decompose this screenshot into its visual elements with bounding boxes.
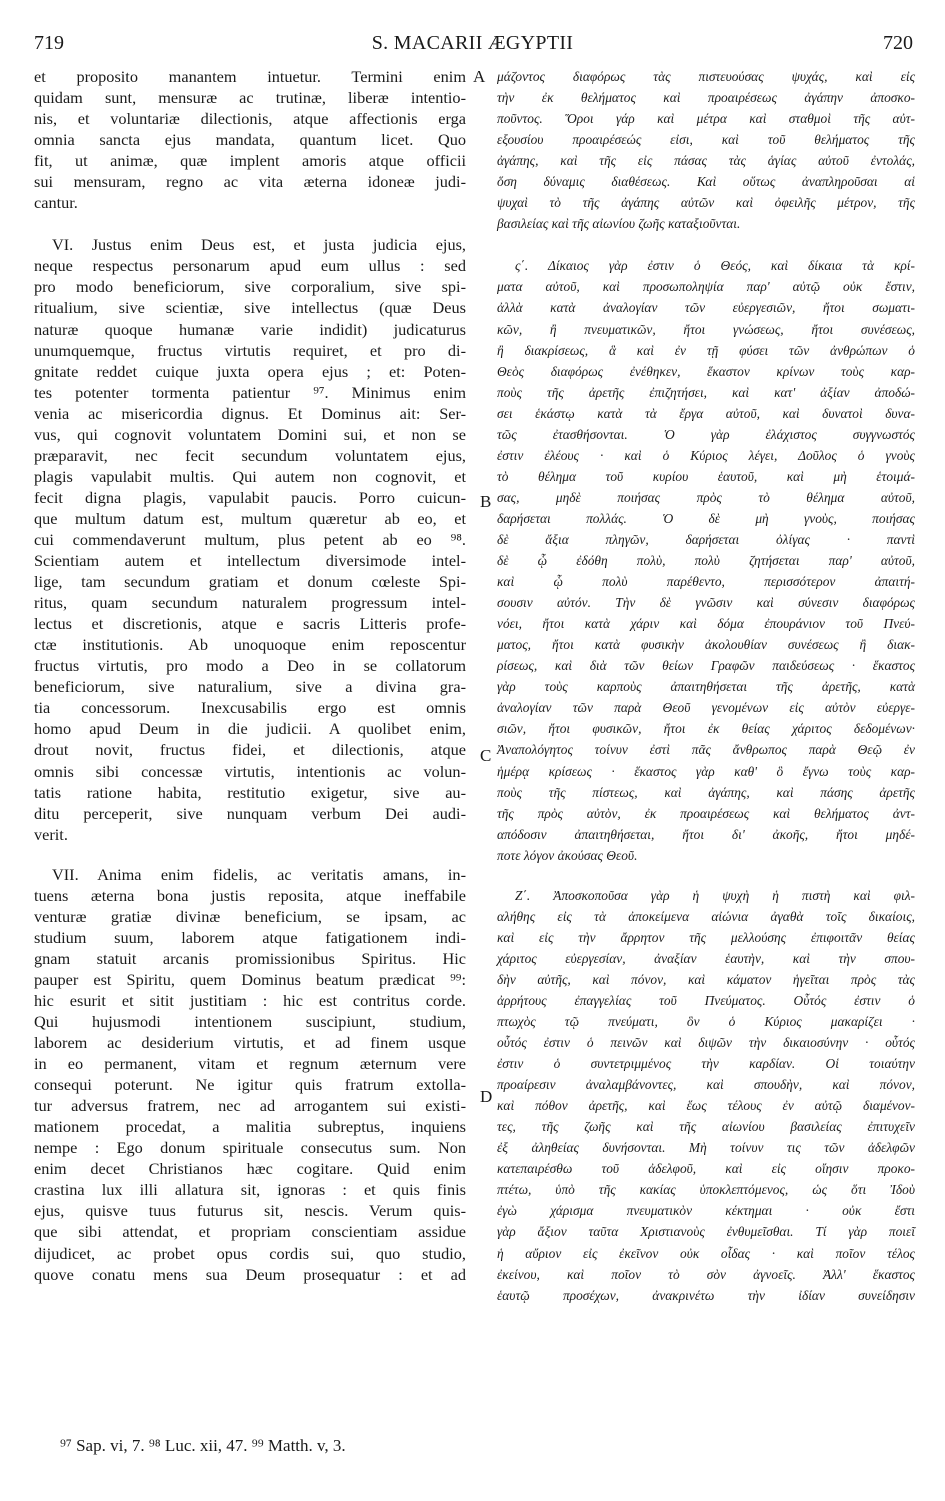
latin-text-line: que multum datum est, multum quæretur ab eo, et (34, 508, 466, 528)
greek-text-line: γὰρ ἄξιον ταῦτα Χριστιανοὺς ἐνθυμεῖσθαι. Τί γὰρ ποιεῖ (497, 1224, 915, 1240)
greek-text-line: ψυχαὶ τὸ τῆς ἀγάπης αὐτῶν καὶ ὀφειλῆς μέτρον, τῆς (497, 195, 915, 211)
latin-column (34, 66, 466, 1285)
latin-text-line: nempe : Ego donum spirituale consecutus sum. Non (34, 1138, 466, 1158)
latin-text-line: ditu perceperit, sive nunquam verbum Dei audi- (34, 803, 466, 823)
greek-text-line: τὴν ἐκ θελήματος καὶ προαιρέσεως ἀγάπην ἀποσκο- (497, 90, 915, 106)
greek-text-line: ὅση δύναμις διαθέσεως. Καὶ οὕτως ἀναπληροῦσαι αἱ (497, 174, 915, 190)
latin-text-line: que sibi attendat, et propriam conscientiam assidue (34, 1222, 466, 1242)
margin-letter-a: A (473, 67, 486, 86)
greek-text-line: ἐστιν ὁ συντετριμμένος τὴν καρδίαν. Οἱ τοιαύτην (497, 1056, 915, 1072)
greek-text-line: ποτε λόγον ἀκούσας Θεοῦ. (497, 847, 638, 863)
greek-text-line: ματος, ἤτοι κατὰ φυσικὴν ἀκολουθίαν συνέσεως ἢ διακ- (497, 637, 915, 653)
latin-text-line: pro modo beneficiorum, sive corporalium, sive spi- (34, 277, 466, 297)
greek-text-line: σιῶν, ἤτοι φυσικῶν, ἤτοι ἐκ θείας χάριτος δεδομένων· (497, 721, 915, 737)
greek-text-line: ἐστιν ἐλέους · καὶ ὁ Κύριος λέγει, Δοῦλος ὁ γνοὺς (497, 447, 915, 463)
greek-text-line: καὶ ᾧ πολὺ παρέθεντο, περισσότερον ἀπαιτή- (497, 574, 915, 590)
latin-text-line: pauper est Spiritu, quem Dominus beatum prædicat ⁹⁹: (34, 969, 466, 989)
latin-text-line: consequi poterunt. Ne igitur quis fratrum extolla- (34, 1075, 466, 1095)
greek-text-line: σουσιν αὐτόν. Τὴν δὲ γνῶσιν καὶ σύνεσιν διαφόρως (497, 595, 915, 611)
latin-text-line: Qui hujusmodi intentionem suscipiunt, studium, (34, 1012, 466, 1032)
latin-text-line: neque respectus personarum apud eum ullus : sed (34, 256, 466, 276)
latin-text-line: et proposito manantem intuetur. Termini enim (34, 67, 466, 86)
greek-text-line: ἀναλογίαν τῶν παρὰ Θεοῦ γενομένων εἰς αὐτὸν εὐεργε- (497, 700, 915, 716)
greek-text-line: ποὺς τῆς ἀρετῆς ἐπιζητήσει, καὶ κατ' ἀξίαν ἀποδώ- (497, 384, 915, 400)
greek-text-line: κῶν, ἢ πνευματικῶν, ἤτοι γνώσεως, ἤτοι συνέσεως, (497, 321, 915, 337)
latin-text-line: præparavit, nec fecit secundum voluntatem ejus, (34, 445, 466, 465)
greek-text-line: ἑαυτῷ προσέχων, ἀνακρινέτω τὴν ἰδίαν συνείδησιν (497, 1287, 915, 1303)
latin-text-line: tuens æterna bona justis reposita, atque ineffabile (34, 885, 466, 905)
right-page-number: 720 (883, 32, 913, 54)
latin-paragraph-1 (34, 66, 466, 213)
latin-text-line: fructus virtutis, pro modo a Deo in se collatorum (34, 656, 466, 676)
greek-text-line: δὲ ἄξια πληγῶν, δαρήσεται ὀλίγας · παντὶ (497, 531, 915, 547)
greek-text-line: ἢ διακρίσεως, ἃ καὶ ἐν τῇ φύσει τῶν ἀνθρώπων ὁ (497, 342, 915, 358)
latin-text-line: VI. Justus enim Deus est, et justa judicia ejus, (52, 235, 466, 255)
latin-text-line: homo apud Deum in die judicii. A quolibet enim, (34, 719, 466, 739)
greek-text-line: ἐκείνου, καὶ ποῖον τὸ σὸν ἀγνοεῖς. Ἀλλ' ἕκαστος (497, 1266, 915, 1282)
latin-text-line: enim decet Christianos hæc cogitare. Quid enim (34, 1159, 466, 1179)
greek-text-line: εξουσίου προαιρέσεώς εἰσι, καὶ τοῦ θελήματος τῆς (497, 132, 915, 148)
greek-text-line: δαρήσεται πολλάς. Ὁ δὲ μὴ γνοὺς, ποιήσας (497, 510, 915, 526)
greek-text-line: καὶ πόθον ἀρετῆς, καὶ ἕως τέλους ἐν αὐτῷ διαμένον- (497, 1098, 915, 1114)
latin-text-line: ejus, quisve tuus futurus sit, nescis. Verum quis- (34, 1201, 466, 1221)
greek-text-line: κατεπαιρέσθω τοῦ ἀδελφοῦ, καὶ εἰς οἴησιν προκο- (497, 1161, 915, 1177)
greek-text-line: ἡμέρᾳ κρίσεως · ἕκαστος γὰρ καθ' ὃ ἔγνω τοὺς καρ- (497, 763, 915, 779)
greek-text-line: ς΄. Δίκαιος γὰρ ἐστιν ὁ Θεός, καὶ δίκαια τὰ κρί- (515, 258, 915, 274)
latin-text-line: fecit digna plagis, vapulabit paucis. Porro cuicun- (34, 487, 466, 507)
greek-text-line: ρίσεως, καὶ διὰ τῶν θείων Γραφῶν παιδεύσεως · ἕκαστος (497, 658, 915, 674)
latin-text-line: lectus et discretionis, atque e sacris Litteris profe- (34, 614, 466, 634)
latin-text-line: lige, tam secundum gratiam et donum cœleste Spi- (34, 572, 466, 592)
greek-text-line: γὰρ τοὺς καρποὺς ἀπαιτηθήσεται τῆς ἀρετῆς, κατὰ (497, 679, 915, 695)
latin-text-line: VII. Anima enim fidelis, ac veritatis amans, in- (52, 864, 466, 884)
greek-text-line: ἡ αὔριον εἰς ἐκεῖνον οὐκ οἶδας · καὶ ποῖον τέλος (497, 1245, 915, 1261)
margin-letter-c: C (480, 746, 492, 765)
latin-text-line: drout novit, fructus fidei, et dilectionis, atque (34, 740, 466, 760)
greek-text-line: τῆς πρὸς αὐτὸν, ἐκ προαιρέσεως καὶ θελήματος ἀντ- (497, 805, 915, 821)
latin-text-line: cantur. (34, 193, 78, 213)
latin-text-line: ritus, quam secundum naturalem progressum intel- (34, 593, 466, 613)
paragraph-gap (34, 845, 466, 864)
greek-text-line: σει ἑκάστῳ κατὰ τὰ ἔργα αὐτοῦ, καὶ δυνατοὶ δυνα- (497, 405, 915, 421)
greek-text-line: ἀγάπης, καὶ τῆς εἰς πάσας τὰς ἁγίας αὐτοῦ ἐντολάς, (497, 153, 915, 169)
greek-text-line: ἐξ ἀληθείας δυνήσονται. Μὴ τοίνυν τις τῶν ἀδελφῶν (497, 1140, 915, 1156)
latin-text-line: omnis sibi concessæ virtutis, intentionis ac volun- (34, 761, 466, 781)
latin-text-line: nis, et voluntariæ dilectionis, atque affectionis erga (34, 109, 466, 129)
latin-paragraph-3 (34, 864, 466, 1285)
greek-text-line: ποῦντος. Ὅροι γάρ καὶ μέτρα καὶ σταθμοὶ τῆς αὐτ- (497, 111, 915, 127)
greek-text-line: απόδοσιν ἀπαιτηθήσεται, ἤτοι δι' ἀκοῆς, ἤτοι μηδέ- (497, 826, 915, 842)
latin-text-line: plagis vapulabit multis. Qui autem non cognovit, et (34, 466, 466, 486)
latin-text-line: laborem ac desiderium virtutis, et ad finem usque (34, 1033, 466, 1053)
greek-text-line: σας, μηδὲ ποιήσας πρὸς τὸ θέλημα αὐτοῦ, (497, 489, 915, 505)
greek-text-line: Ἀναπολόγητος τοίνυν ἐστὶ πᾶς ἄνθρωπος παρὰ Θεῷ ἐν (497, 742, 915, 758)
paragraph-gap (497, 234, 915, 255)
greek-text-line: βασιλείας καὶ τῆς αἰωνίου ζωῆς καταξιοῦνται. (497, 216, 741, 232)
greek-text-line: τὸ θέλημα τοῦ κυρίου ἑαυτοῦ, καὶ μὴ ἑτοιμά- (497, 468, 915, 484)
greek-text-line: οὗτός ἐστιν ὁ πεινῶν καὶ διψῶν τὴν δικαιοσύνην · οὗτός (497, 1035, 915, 1051)
latin-text-line: hic esurit et sitit justitiam : hic est contritus corde. (34, 990, 466, 1010)
latin-text-line: fit, ut animæ, quæ implent amoris atque officii (34, 151, 466, 171)
margin-letter-b: B (480, 492, 492, 511)
greek-text-line: αλήθης εἰς τὰ ἀποκείμενα αἰώνια ἀγαθὰ τοῖς δικαίοις, (497, 908, 915, 924)
latin-text-line: in eo permanent, vitam et regnum æternum vere (34, 1054, 466, 1074)
greek-text-line: ποὺς τῆς πίστεως, καὶ ἀγάπης, καὶ πάσης ἀρετῆς (497, 784, 915, 800)
latin-text-line: vus, qui cognovit voluntatem Domini sui, et non se (34, 424, 466, 444)
latin-text-line: tes potenter tormenta patientur ⁹⁷. Minimus enim (34, 382, 466, 402)
greek-text-line: τῶς ἐτασθήσονται. Ὁ γὰρ ἐλάχιστος συγγνωστός (497, 426, 915, 442)
footnotes: ⁹⁷ Sap. vi, 7. ⁹⁸ Luc. xii, 47. ⁹⁹ Matth. v, 3. (60, 1436, 346, 1455)
latin-text-line: quidam sunt, mensuræ ac trutinæ, liberæ intentio- (34, 88, 466, 108)
greek-text-line: πτέτω, ὑπὸ τῆς κακίας ὑποκλεπτόμενος, ὡς ὅτι Ἰδοὺ (497, 1182, 915, 1198)
latin-text-line: mationem procedat, a malitia subreptus, inquiens (34, 1117, 466, 1137)
latin-text-line: gnam statuit arcanis promissionibus Spiritus. Hic (34, 948, 466, 968)
greek-text-line: τες, τῆς ζωῆς καὶ τῆς αἰωνίου βασιλείας ἐπιτυχεῖν (497, 1119, 915, 1135)
greek-paragraph-3 (497, 885, 915, 1306)
latin-text-line: tia concessorum. Inexcusabilis ergo est omnis (34, 698, 466, 718)
latin-text-line: tur adversus fratrem, nec ad arrogantem sui existi- (34, 1096, 466, 1116)
paragraph-gap (497, 866, 915, 885)
greek-text-line: ἀρρήτους ἐπαγγελίας τοῦ Πνεύματος. Οὗτός ἐστιν ὁ (497, 992, 915, 1008)
greek-text-line: πτωχὸς τῷ πνεύματι, ὃν ὁ Κύριος μακαρίζει · (497, 1014, 915, 1030)
latin-paragraph-2 (34, 234, 466, 844)
latin-text-line: beneficiorum, sive naturalium, sive a divina gra- (34, 677, 466, 697)
greek-text-line: μάζοντος διαφόρως τὰς πιστευούσας ψυχάς, καὶ εἰς (497, 69, 915, 84)
latin-text-line: Scientiam autem et intellectum diversimode intel- (34, 551, 466, 571)
greek-paragraph-1 (497, 66, 915, 234)
latin-text-line: dijudicet, ac probet opus cordis sui, quo studio, (34, 1243, 466, 1263)
latin-text-line: venia ac misericordia dignus. Et Dominus ait: Ser- (34, 403, 466, 423)
latin-text-line: gnitate reddet cuique juxta opera ejus ; et: Poten- (34, 361, 466, 381)
latin-text-line: ritualium, sive scientiæ, sive intellectus (quæ Deus (34, 298, 466, 318)
greek-text-line: ἀλλὰ κατὰ ἀναλογίαν τῶν εὐεργεσιῶν, ἤτοι σωματι- (497, 300, 915, 316)
latin-text-line: naturæ quoque humanæ varie indidit) judicaturus (34, 319, 466, 339)
latin-text-line: venturæ gratiæ divinæ beneficium, se ipsam, ac (34, 906, 466, 926)
greek-column (497, 66, 915, 1306)
latin-text-line: studium suum, laborem atque fatigationem indi- (34, 927, 466, 947)
greek-text-line: προαίρεσιν ἀναλαμβάνοντες, καὶ σπουδὴν, καὶ πόνον, (497, 1077, 915, 1093)
latin-text-line: tatis ratione habita, restitutio exigetur, sive au- (34, 782, 466, 802)
latin-text-line: cui commendaverunt multum, plus petent ab eo ⁹⁸. (34, 529, 466, 549)
latin-text-line: crastina lux illi allatura sit, ignoras : et quis finis (34, 1180, 466, 1200)
greek-text-line: δὲ ᾧ ἐδόθη πολὺ, πολὺ ζητήσεται παρ' αὐτοῦ, (497, 553, 915, 569)
latin-text-line: sui mensuram, regno ac vita æterna idoneæ judi- (34, 172, 466, 192)
greek-text-line: ἐγὼ χάρισμα πνευματικὸν κέκτημαι · οὐκ ἔστι (497, 1203, 915, 1219)
paragraph-gap (34, 213, 466, 234)
greek-text-line: Ζ΄. Ἀποσκοποῦσα γὰρ ἡ ψυχὴ ἡ πιστὴ καὶ φιλ- (515, 887, 915, 903)
margin-letter-d: D (480, 1087, 493, 1106)
greek-text-line: νόει, ἤτοι κατὰ χάριν καὶ δόμα ἐπουράνιον τοῦ Πνεύ- (497, 616, 915, 632)
latin-text-line: verit. (34, 824, 68, 844)
greek-text-line: ματα αὐτοῦ, καὶ προσωποληψία παρ' αὐτῷ οὐκ ἔστιν, (497, 279, 915, 295)
greek-text-line: Θεὸς διαφόρως ἐνέθηκεν, ἕκαστον κρίνων τοὺς καρ- (497, 363, 915, 379)
latin-text-line: unumquemque, fructus virtutis requiret, et pro di- (34, 340, 466, 360)
latin-text-line: quove conatu mens sua Deum prosequatur : et ad (34, 1264, 466, 1284)
latin-text-line: ctæ institutionis. Ab unoquoque enim reposcentur (34, 635, 466, 655)
latin-text-line: omnia sancta ejus mandata, quantum licet. Quo (34, 130, 466, 150)
running-title: S. MACARII ÆGYPTII (371, 32, 574, 54)
greek-text-line: δὴν αὐτῆς, καὶ πόνον, καὶ κάματον ἡγεῖται πρὸς τὰς (497, 971, 915, 987)
greek-paragraph-2 (497, 255, 915, 865)
greek-text-line: καὶ εἰς τὴν ἄρρητον τῆς μελλούσης ἐπιφοιτᾶν θείας (497, 929, 915, 945)
greek-text-line: χάριτος εὐεργεσίαν, ἀναξίαν ἑαυτὴν, καὶ τὴν σπου- (497, 950, 915, 966)
left-page-number: 719 (34, 32, 64, 54)
